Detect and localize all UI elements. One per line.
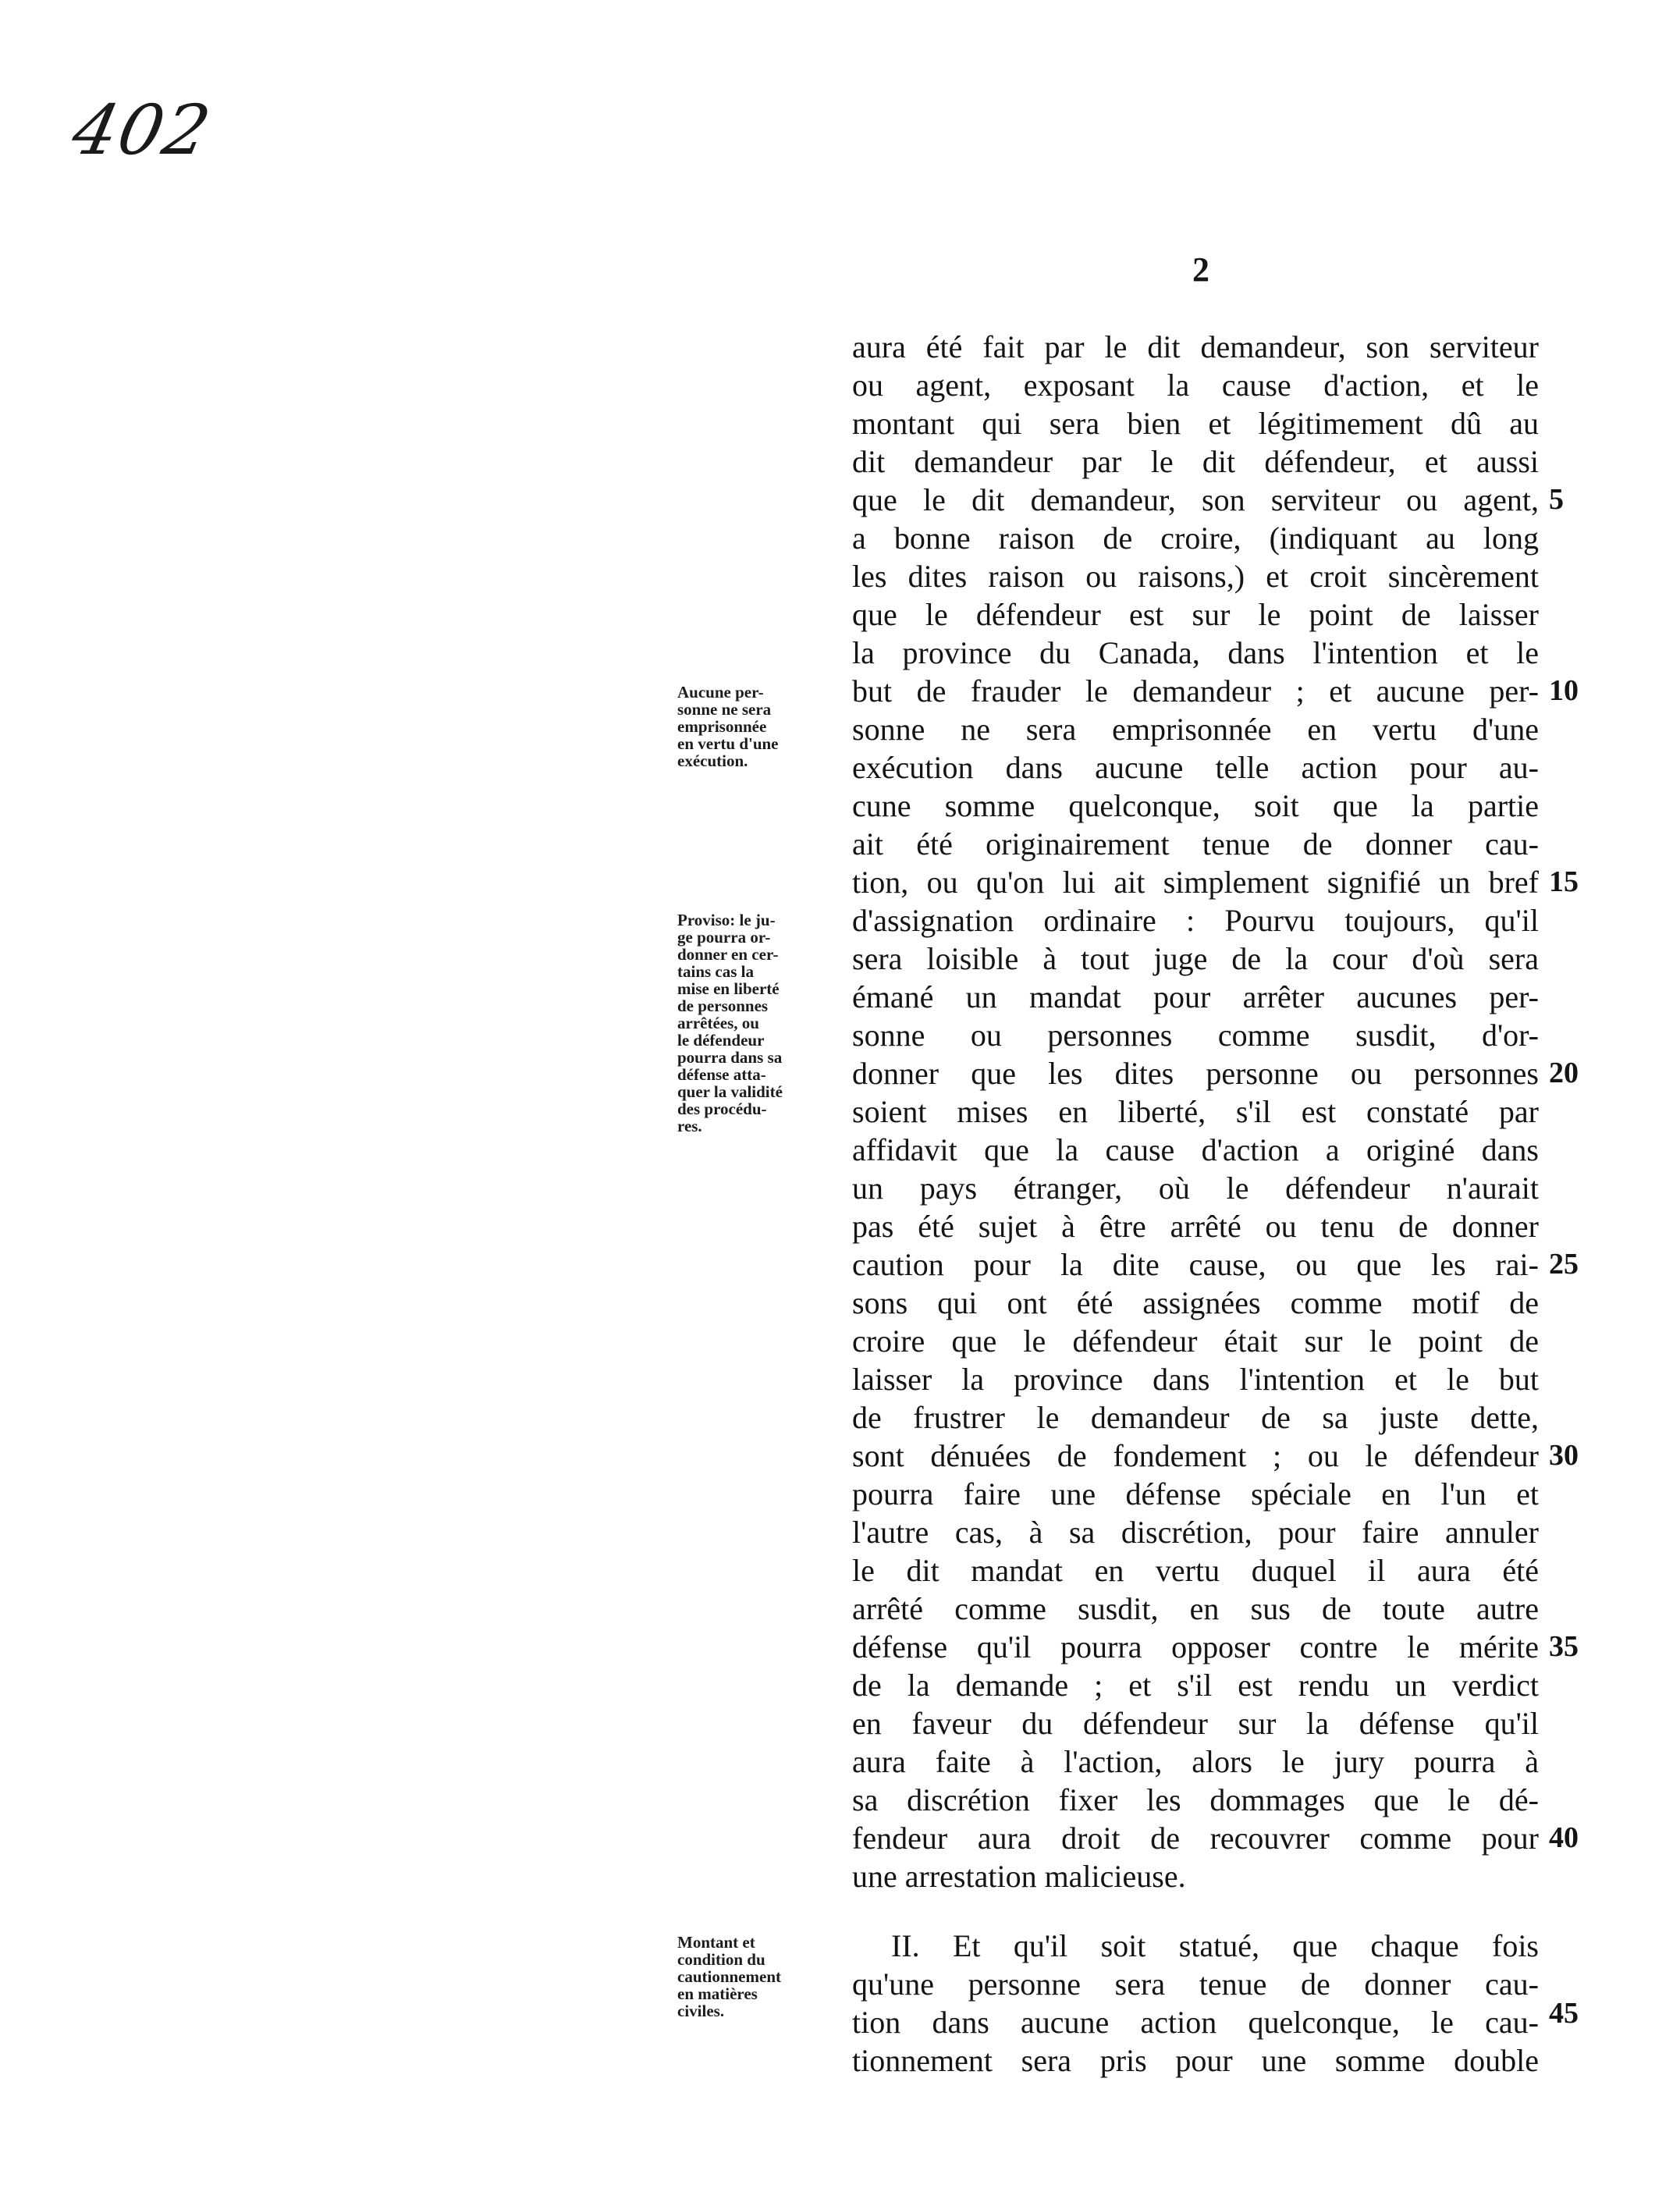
line-number-20: 20 (1549, 1057, 1579, 1089)
text-line: les dites raison ou raisons,) et croit sincèrement (852, 559, 1539, 594)
text-line: croire que le défendeur était sur le point de (852, 1323, 1539, 1359)
text-line: émané un mandat pour arrêter aucunes per- (852, 979, 1539, 1014)
text-line: la province du Canada, dans l'intention et le (852, 635, 1539, 670)
text-line: fendeur aura droit de recouvrer comme pour (852, 1821, 1539, 1856)
margin-note-line: cautionnement (677, 1967, 781, 1986)
margin-note-line: Proviso: le ju- (677, 911, 776, 929)
text-line: de frustrer le demandeur de sa juste dette, (852, 1400, 1539, 1435)
text-line: pas été sujet à être arrêté ou tenu de donner (852, 1209, 1539, 1244)
text-line: une arrestation malicieuse. (852, 1859, 1186, 1894)
text-line: en faveur du défendeur sur la défense qu'il (852, 1706, 1539, 1741)
margin-note-line: défense atta- (677, 1065, 766, 1084)
text-line: défense qu'il pourra opposer contre le mérite (852, 1629, 1539, 1664)
line-number-15: 15 (1549, 865, 1579, 898)
margin-note-line: tains cas la (677, 962, 755, 981)
margin-note-line: civiles. (677, 2002, 725, 2020)
text-line: l'autre cas, à sa discrétion, pour faire annuler (852, 1515, 1539, 1550)
text-line: exécution dans aucune telle action pour au- (852, 750, 1539, 785)
line-number-10: 10 (1549, 674, 1579, 707)
text-line: arrêté comme susdit, en sus de toute autre (852, 1591, 1539, 1626)
margin-note-line: Montant et (677, 1933, 755, 1952)
margin-note-line: exécution. (677, 751, 748, 770)
line-number-40: 40 (1549, 1821, 1579, 1854)
line-number-25: 25 (1549, 1248, 1579, 1281)
margin-note-line: Aucune per- (677, 683, 764, 702)
margin-note-line: ge pourra or- (677, 928, 771, 947)
text-line: sonne ne sera emprisonnée en vertu d'une (852, 712, 1539, 747)
text-line: tionnement sera pris pour une somme double (852, 2043, 1539, 2078)
text-line: caution pour la dite cause, ou que les rai- (852, 1247, 1539, 1282)
text-line: dit demandeur par le dit défendeur, et aussi (852, 444, 1539, 479)
page-number: 2 (1192, 250, 1209, 289)
margin-note-line: res. (677, 1117, 702, 1135)
text-line: un pays étranger, où le défendeur n'aurait (852, 1171, 1539, 1206)
text-line: sont dénuées de fondement ; ou le défendeur (852, 1438, 1539, 1473)
main-text-column (852, 328, 1539, 2080)
margin-note-proviso (677, 911, 841, 1135)
text-line: montant qui sera bien et légitimement dû au (852, 406, 1539, 441)
margin-note-line: emprisonnée (677, 717, 767, 736)
line-number-5: 5 (1549, 483, 1564, 516)
margin-note-line: en matières (677, 1984, 758, 2003)
margin-note-line: sonne ne sera (677, 700, 772, 719)
text-line: soient mises en liberté, s'il est constaté par (852, 1094, 1539, 1129)
text-line: sera loisible à tout juge de la cour d'où sera (852, 941, 1539, 976)
text-line: laisser la province dans l'intention et le but (852, 1362, 1539, 1397)
text-line: tion dans aucune action quelconque, le cau- (852, 2005, 1539, 2040)
text-line: a bonne raison de croire, (indiquant au long (852, 520, 1539, 556)
text-line: aura faite à l'action, alors le jury pourra à (852, 1744, 1539, 1779)
text-line: sons qui ont été assignées comme motif de (852, 1285, 1539, 1320)
margin-note-bail-amount (677, 1934, 841, 2020)
text-line: but de frauder le demandeur ; et aucune per- (852, 673, 1539, 709)
line-number-35: 35 (1549, 1630, 1579, 1663)
text-line: le dit mandat en vertu duquel il aura été (852, 1553, 1539, 1588)
text-line: que le défendeur est sur le point de laisser (852, 597, 1539, 632)
margin-note-line: arrêtées, ou (677, 1014, 759, 1032)
line-number-30: 30 (1549, 1439, 1579, 1472)
text-line: tion, ou qu'on lui ait simplement signifié un bref (852, 865, 1539, 900)
margin-note-line: en vertu d'une (677, 734, 779, 753)
section-ii-heading-line: II. Et qu'il soit statué, que chaque fois (891, 1928, 1539, 1963)
text-line: ait été originairement tenue de donner cau- (852, 826, 1539, 861)
text-line: donner que les dites personne ou personnes (852, 1056, 1539, 1091)
text-line: aura été fait par le dit demandeur, son serviteur (852, 329, 1539, 364)
margin-note-line: mise en liberté (677, 979, 780, 998)
margin-note-line: pourra dans sa (677, 1048, 783, 1067)
margin-note-line: quer la validité (677, 1082, 783, 1101)
section-divider-space (852, 1895, 1539, 1927)
text-line: d'assignation ordinaire : Pourvu toujours, qu'il (852, 903, 1539, 938)
handwritten-folio-number: 402 (66, 90, 218, 170)
margin-note-imprisonment (677, 684, 841, 769)
margin-note-line: de personnes (677, 996, 769, 1015)
text-line: sa discrétion fixer les dommages que le dé- (852, 1782, 1539, 1817)
margin-note-line: des procédu- (677, 1100, 767, 1118)
text-line: de la demande ; et s'il est rendu un verdict (852, 1668, 1539, 1703)
margin-note-line: le défendeur (677, 1031, 765, 1050)
text-line: qu'une personne sera tenue de donner cau- (852, 1966, 1539, 2002)
margin-note-line: condition du (677, 1950, 765, 1969)
text-line: sonne ou personnes comme susdit, d'or- (852, 1018, 1539, 1053)
text-line: ou agent, exposant la cause d'action, et le (852, 368, 1539, 403)
line-number-45: 45 (1549, 1997, 1579, 2030)
text-line: que le dit demandeur, son serviteur ou agent, (852, 482, 1539, 517)
text-line: pourra faire une défense spéciale en l'un et (852, 1476, 1539, 1512)
margin-note-line: donner en cer- (677, 945, 779, 964)
text-line: cune somme quelconque, soit que la partie (852, 788, 1539, 823)
text-line: affidavit que la cause d'action a originé dans (852, 1132, 1539, 1167)
